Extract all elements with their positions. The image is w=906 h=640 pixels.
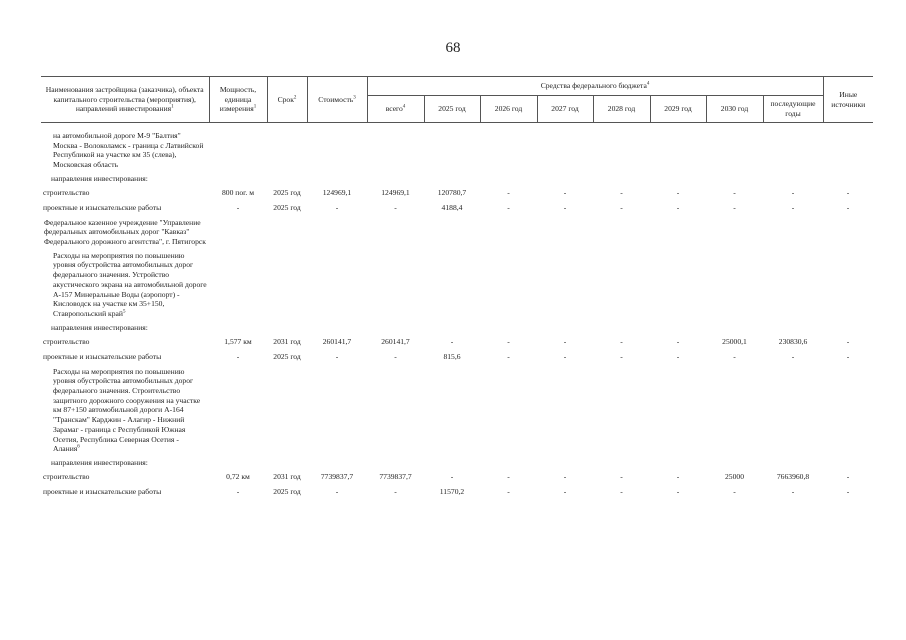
cell-y2025: - — [450, 472, 454, 482]
cell-y2030: - — [733, 203, 736, 213]
row-name-text: направления инвестирования: — [51, 322, 148, 332]
cell-y2026: - — [507, 188, 510, 198]
table-body — [41, 123, 873, 500]
row-name — [41, 470, 209, 485]
cell-later: - — [791, 203, 795, 213]
cell-y2027: - — [563, 337, 567, 347]
cell-term: 2031 год — [273, 472, 301, 482]
page-number: 68 — [445, 40, 461, 56]
cell-y2028: - — [620, 203, 623, 213]
row-name-text: строительство — [43, 188, 90, 198]
table-row — [41, 201, 873, 216]
header-cost: Стоимость$^3$ — [307, 77, 367, 123]
investment-table — [41, 76, 873, 500]
cell-term: 2031 год — [273, 337, 301, 347]
cell-later: 230830,6 — [778, 337, 808, 347]
cell-y2027: - — [563, 487, 567, 497]
cell-total: 7739837,7 — [379, 472, 412, 482]
cell-total: - — [394, 352, 397, 362]
cell-cost: - — [335, 352, 339, 362]
row-name — [41, 456, 209, 470]
footnote-mark: 6 — [77, 444, 80, 450]
cell-y2028: - — [620, 487, 623, 497]
cell-other: - — [846, 352, 850, 362]
row-name-text: проектные и изыскательские работы — [43, 352, 162, 362]
empty-cell — [209, 321, 873, 335]
cell-y2029: - — [676, 487, 680, 497]
cell-y2029: - — [676, 352, 680, 362]
empty-cell — [209, 129, 873, 172]
empty-cell — [209, 172, 873, 186]
description-row — [41, 321, 873, 335]
row-name — [41, 485, 209, 500]
row-name — [41, 129, 209, 172]
cell-y2028: - — [620, 472, 623, 482]
row-name — [41, 249, 209, 321]
empty-cell — [209, 216, 873, 249]
header-capacity: Мощность, единица измерения$^1$ — [209, 77, 267, 123]
cell-y2026: - — [507, 352, 510, 362]
row-name-text: Расходы на мероприятия по повышению уровня обустройства автомобильных дорог федерального значения. Устройство акустического экрана на автомобильной дороге А-157 Минеральные Воды (аэропорт) - Кисловодск на участке км 35+150, Ставропольский край — [53, 250, 207, 319]
row-name-text: строительство — [43, 337, 90, 347]
footnote-mark: 5 — [122, 309, 126, 315]
cell-other: - — [846, 203, 850, 213]
cell-y2026: - — [507, 337, 510, 347]
row-name-text: проектные и изыскательские работы — [43, 203, 162, 213]
cell-y2027: - — [563, 203, 567, 213]
cell-cost: - — [335, 203, 339, 213]
table-row — [41, 350, 873, 365]
row-name-text: направления инвестирования: — [51, 173, 148, 183]
description-row — [41, 216, 873, 249]
table-row — [41, 470, 873, 485]
empty-cell — [209, 249, 873, 321]
cell-term: 2025 год — [273, 188, 301, 198]
cell-y2028: - — [620, 188, 623, 198]
cell-other: - — [846, 487, 850, 497]
cell-cap: 0,72 км — [226, 472, 250, 482]
cell-other: - — [846, 188, 850, 198]
row-name — [41, 216, 209, 249]
row-name — [41, 186, 209, 201]
cell-total: - — [394, 203, 397, 213]
cell-y2025: 815,6 — [443, 352, 461, 362]
row-name — [41, 201, 209, 216]
cell-y2025: 120780,7 — [437, 188, 467, 198]
cell-y2028: - — [620, 352, 623, 362]
row-name-text: Федеральное казенное учреждение "Управление федеральных автомобильных дорог "Кавказ" Федерального дорожного агентства", г. Пятигорск — [44, 217, 206, 247]
cell-later: 7663960,8 — [776, 472, 810, 482]
cell-y2025: 11570,2 — [439, 487, 465, 497]
cell-cost: 7739837,7 — [320, 472, 354, 482]
header-year-2025: 2025 год — [424, 96, 480, 123]
table-row — [41, 335, 873, 350]
empty-cell — [209, 365, 873, 456]
cell-total: 260141,7 — [381, 337, 410, 347]
header-federal-budget: Средства федерального бюджета$^4$ — [367, 77, 823, 96]
cell-term: 2025 год — [273, 352, 301, 362]
row-name — [41, 321, 209, 335]
cell-other: - — [846, 472, 850, 482]
cell-y2030: - — [733, 188, 736, 198]
cell-cost: - — [335, 487, 339, 497]
row-name — [41, 365, 209, 456]
cell-cap: - — [236, 352, 240, 362]
cell-y2030: - — [733, 352, 736, 362]
header-year-2027: 2027 год — [537, 96, 593, 123]
cell-y2027: - — [563, 352, 567, 362]
cell-cap: 800 пог. м — [221, 188, 254, 198]
cell-other: - — [846, 337, 850, 347]
table-row — [41, 186, 873, 201]
cell-y2026: - — [507, 487, 510, 497]
row-name — [41, 350, 209, 365]
cell-total: - — [394, 487, 397, 497]
cell-y2026: - — [507, 203, 510, 213]
row-name — [41, 335, 209, 350]
cell-y2030: 25000 — [725, 472, 744, 482]
header-term: Срок$^2$ — [267, 77, 307, 123]
row-name-text: строительство — [43, 472, 90, 482]
row-name-text: Расходы на мероприятия по повышению уровня обустройства автомобильных дорог федерального значения. Строительство защитного дорожного сооружения на участке км 87+150 автомобильной дороги А-164 "Транскам" Карджин - Алагир - Нижний Зарамаг - граница с Республикой Южная Осетия, Республика Северная Осетия - Алания — [53, 366, 201, 454]
header-other-sources: Иные источники — [823, 77, 873, 123]
cell-total: 124969,1 — [381, 188, 410, 198]
cell-y2029: - — [676, 188, 680, 198]
cell-term: 2025 год — [273, 203, 301, 213]
cell-cost: 260141,7 — [322, 337, 352, 347]
cell-y2029: - — [676, 203, 680, 213]
cell-y2027: - — [563, 188, 567, 198]
description-row — [41, 456, 873, 470]
cell-cap: - — [236, 203, 240, 213]
cell-y2029: - — [676, 472, 680, 482]
cell-y2027: - — [563, 472, 567, 482]
cell-y2025: 4188,4 — [441, 203, 463, 213]
row-name-text: направления инвестирования: — [51, 457, 148, 467]
description-row — [41, 365, 873, 456]
cell-y2028: - — [620, 337, 623, 347]
description-row — [41, 249, 873, 321]
header-year-2029: 2029 год — [650, 96, 706, 123]
cell-later: - — [791, 352, 795, 362]
header-year-2026: 2026 год — [480, 96, 537, 123]
row-name — [41, 172, 209, 186]
cell-y2026: - — [507, 472, 510, 482]
cell-term: 2025 год — [273, 487, 301, 497]
header-name: Наименования застройщика (заказчика), объекта капитального строительства (мероприятия), направлений инвестирования$^1$ — [41, 77, 209, 123]
table-header — [41, 77, 873, 123]
empty-cell — [209, 456, 873, 470]
row-name-text: проектные и изыскательские работы — [43, 487, 162, 497]
description-row — [41, 129, 873, 172]
cell-later: - — [791, 188, 795, 198]
cell-cap: - — [236, 487, 240, 497]
header-later-years: последующие годы — [763, 96, 823, 123]
cell-cost: 124969,1 — [322, 188, 352, 198]
cell-cap: 1,577 км — [224, 337, 252, 347]
row-name-text: на автомобильной дороге М-9 "Балтия" Москва - Волоколамск - граница с Латвийской Республикой на участке км 35 (слева), Московская область — [53, 131, 204, 170]
header-year-2030: 2030 год — [706, 96, 763, 123]
header-year-2028: 2028 год — [593, 96, 650, 123]
cell-y2030: - — [733, 487, 736, 497]
cell-y2025: - — [450, 337, 454, 347]
description-row — [41, 172, 873, 186]
cell-y2030: 25000,1 — [722, 337, 747, 347]
header-total: всего$^4$ — [367, 96, 424, 123]
table-row — [41, 485, 873, 500]
cell-later: - — [791, 487, 795, 497]
cell-y2029: - — [676, 337, 680, 347]
